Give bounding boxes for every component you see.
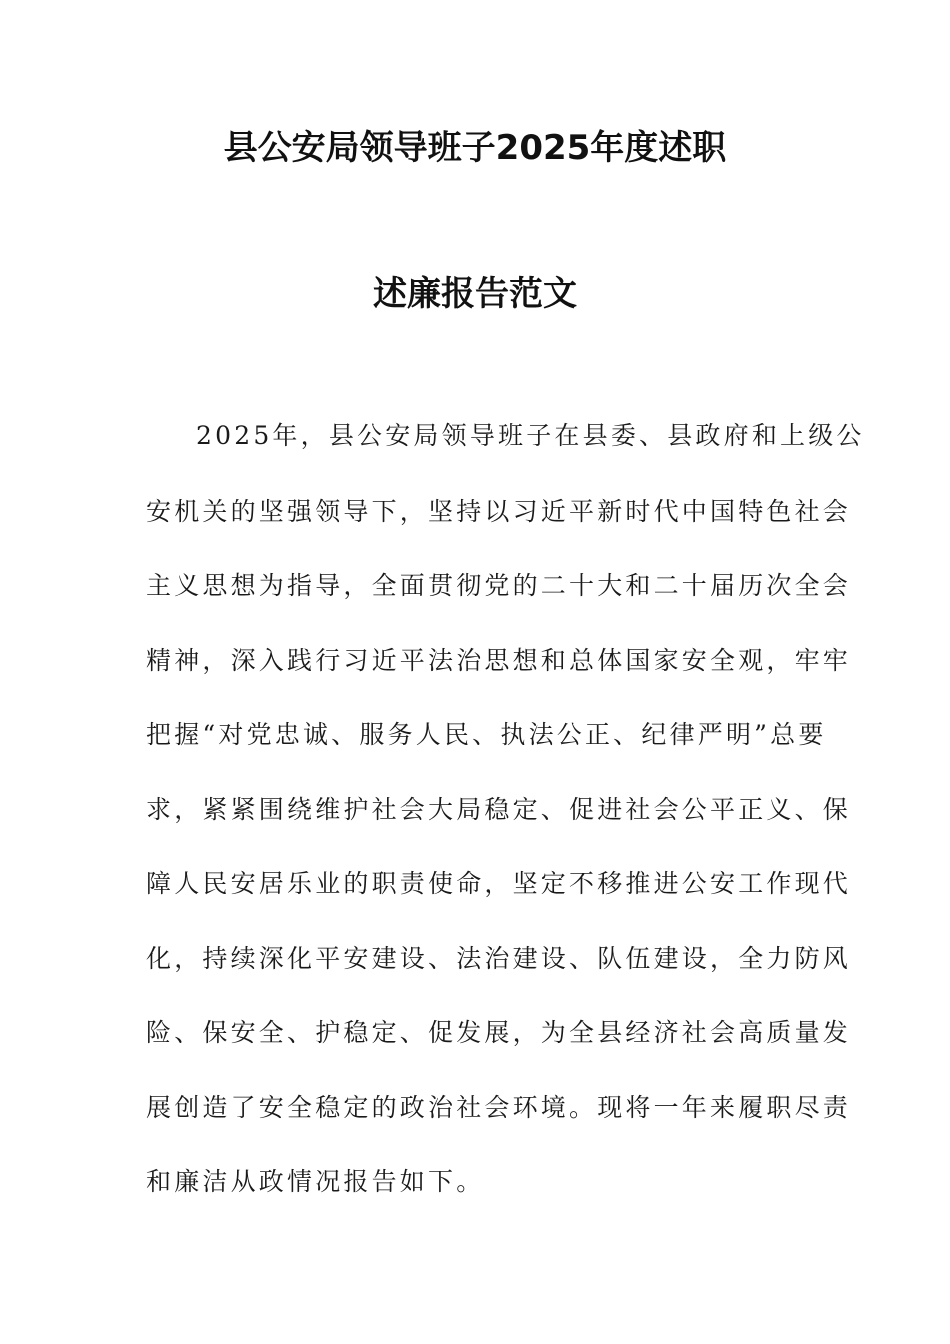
paragraph-line-4: 精神，深入践行习近平法治思想和总体国家安全观，牢牢 <box>146 646 852 675</box>
paragraph-line-5: 把握“对党忠诚、服务人民、执法公正、纪律严明”总要 <box>146 720 827 749</box>
paragraph-line-2: 安机关的坚强领导下，坚持以习近平新时代中国特色社会 <box>146 497 852 526</box>
document-title-line-1: 县公安局领导班子2025年度述职 <box>223 128 727 168</box>
paragraph-line-7: 障人民安居乐业的职责使命，坚定不移推进公安工作现代 <box>146 869 852 898</box>
paragraph-line-10: 展创造了安全稳定的政治社会环境。现将一年来履职尽责 <box>146 1093 852 1122</box>
paragraph-line-1: 2025年，县公安局领导班子在县委、县政府和上级公 <box>196 421 865 450</box>
document-title-line-2: 述廉报告范文 <box>373 274 577 314</box>
paragraph-line-6: 求，紧紧围绕维护社会大局稳定、促进社会公平正义、保 <box>146 795 852 824</box>
paragraph-line-3: 主义思想为指导，全面贯彻党的二十大和二十届历次全会 <box>146 571 852 600</box>
paragraph-line-8: 化，持续深化平安建设、法治建设、队伍建设，全力防风 <box>146 944 852 973</box>
paragraph-line-11: 和廉洁从政情况报告如下。 <box>146 1167 485 1196</box>
paragraph-line-9: 险、保安全、护稳定、促发展，为全县经济社会高质量发 <box>146 1018 852 1047</box>
